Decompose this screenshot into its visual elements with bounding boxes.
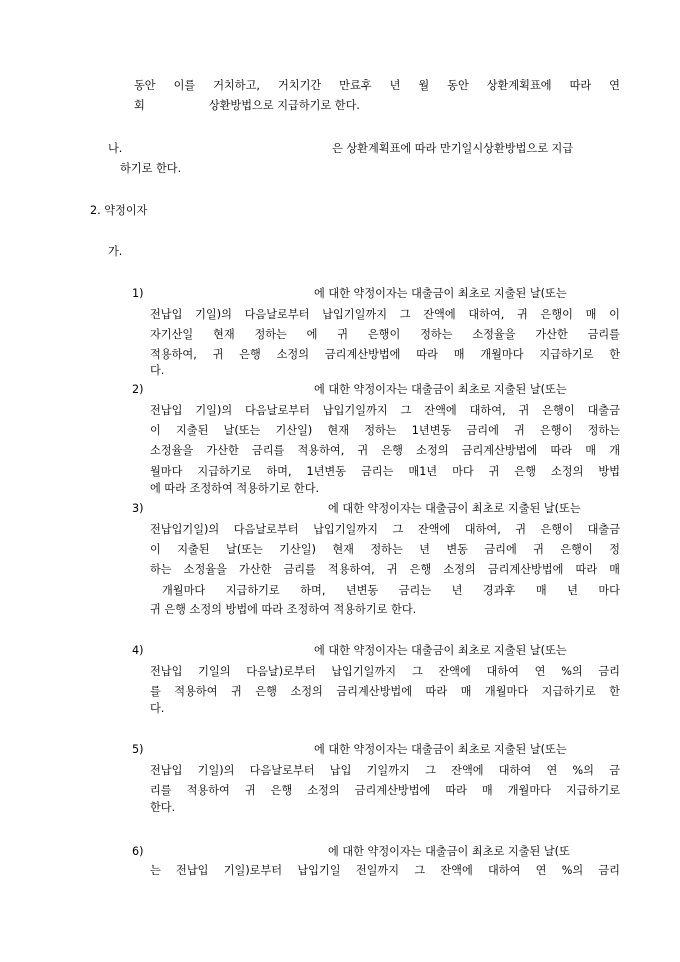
item-6-number: 6) — [132, 845, 144, 858]
item-4-number: 4) — [132, 644, 144, 657]
intro-line-2: 회 상환방법으로 지급하기로 한다. — [134, 99, 360, 112]
item-1-line-5: 다. — [150, 364, 165, 377]
ga-marker: 가. — [108, 245, 123, 258]
na-marker: 나. — [108, 142, 123, 155]
item-1-number: 1) — [132, 287, 144, 300]
item-4-line-1: 에 대한 약정이자는 대출금이 최초로 지출된 날(또는 — [314, 644, 567, 657]
item-6-line-2: 는 전납입 기일)로부터 납입기일 전일까지 그 잔액에 대하여 연 %의 금리 — [150, 864, 620, 877]
item-1-line-1: 에 대한 약정이자는 대출금이 최초로 지출된 날(또는 — [314, 287, 567, 300]
item-2-line-4: 소정율을 가산한 금리를 적용하여, 귀 은행 소정의 금리계산방법에 따라 매 개 — [150, 444, 620, 457]
item-6-line-1: 에 대한 약정이자는 대출금이 최초로 지출된 날(또 — [328, 845, 570, 858]
item-5-line-1: 에 대한 약정이자는 대출금이 최초로 지출된 날(또는 — [314, 743, 567, 756]
item-3-line-4: 하는 소정율을 가산한 금리를 적용하여, 귀 은행 소정의 금리계산방법에 따라 매 — [150, 563, 620, 576]
item-2-number: 2) — [132, 383, 144, 396]
item-3-line-1: 에 대한 약정이자는 대출금이 최초로 지출된 날(또는 — [328, 502, 581, 515]
item-2-line-6: 에 따라 조정하여 적용하기로 한다. — [150, 482, 320, 495]
item-3-number: 3) — [132, 502, 144, 515]
item-2-line-1: 에 대한 약정이자는 대출금이 최초로 지출된 날(또는 — [314, 383, 567, 396]
section-2-title: 2. 약정이자 — [90, 204, 148, 217]
na-line-1: 은 상환계획표에 따라 만기일시상환방법으로 지급 — [332, 142, 574, 155]
item-4-line-4: 다. — [150, 702, 165, 715]
item-3-line-5: 개월마다 지급하기로 하며, 년변동 금리는 년 경과후 매 년 마다 — [162, 584, 620, 597]
item-3-line-6: 귀 은행 소정의 방법에 따라 조정하여 적용하기로 한다. — [150, 603, 417, 616]
item-5-line-4: 한다. — [150, 801, 176, 814]
item-2-line-5: 월마다 지급하기로 하며, 1년변동 금리는 매1년 마다 귀 은행 소정의 방법 — [150, 465, 620, 478]
item-2-line-3: 이 지출된 날(또는 기산일) 현재 정하는 1년변동 금리에 귀 은행이 정하는 — [150, 424, 620, 437]
na-line-2: 하기로 한다. — [120, 162, 182, 175]
item-4-line-2: 전납입 기일의 다음날)로부터 납입기일까지 그 잔액에 대하여 연 %의 금리 — [150, 665, 620, 678]
intro-line-1: 동안 이를 거치하고, 거치기간 만료후 년 월 동안 상환계획표에 따라 연 — [134, 79, 620, 92]
item-5-number: 5) — [132, 743, 144, 756]
item-5-line-3: 리를 적용하여 귀 은행 소정의 금리계산방법에 따라 매 개월마다 지급하기로 — [150, 784, 620, 797]
item-3-line-2: 전납입기일)의 다음날로부터 납입기일까지 그 잔액에 대하여, 귀 은행이 대출금 — [150, 523, 620, 536]
item-4-line-3: 를 적용하여 귀 은행 소정의 금리계산방법에 따라 매 개월마다 지급하기로 한 — [150, 685, 620, 698]
item-3-line-3: 이 지출된 날(또는 기산일) 현재 정하는 년 변동 금리에 귀 은행이 정 — [150, 543, 620, 556]
item-1-line-4: 적용하여, 귀 은행 소정의 금리계산방법에 따라 매 개월마다 지급하기로 한 — [150, 348, 620, 361]
item-5-line-2: 전납입 기일)의 다음날로부터 납입 기일까지 그 잔액에 대하여 연 %의 금 — [150, 764, 620, 777]
item-2-line-2: 전납입 기일)의 다음날로부터 납입기일까지 그 잔액에 대하여, 귀 은행이 대출금 — [150, 404, 620, 417]
item-1-line-2: 전납입 기일)의 다음날로부터 납입기일까지 그 잔액에 대하여, 귀 은행이 매 이 — [150, 308, 620, 321]
item-1-line-3: 자기산일 현재 정하는 에 귀 은행이 정하는 소정율을 가산한 금리를 — [150, 328, 620, 341]
